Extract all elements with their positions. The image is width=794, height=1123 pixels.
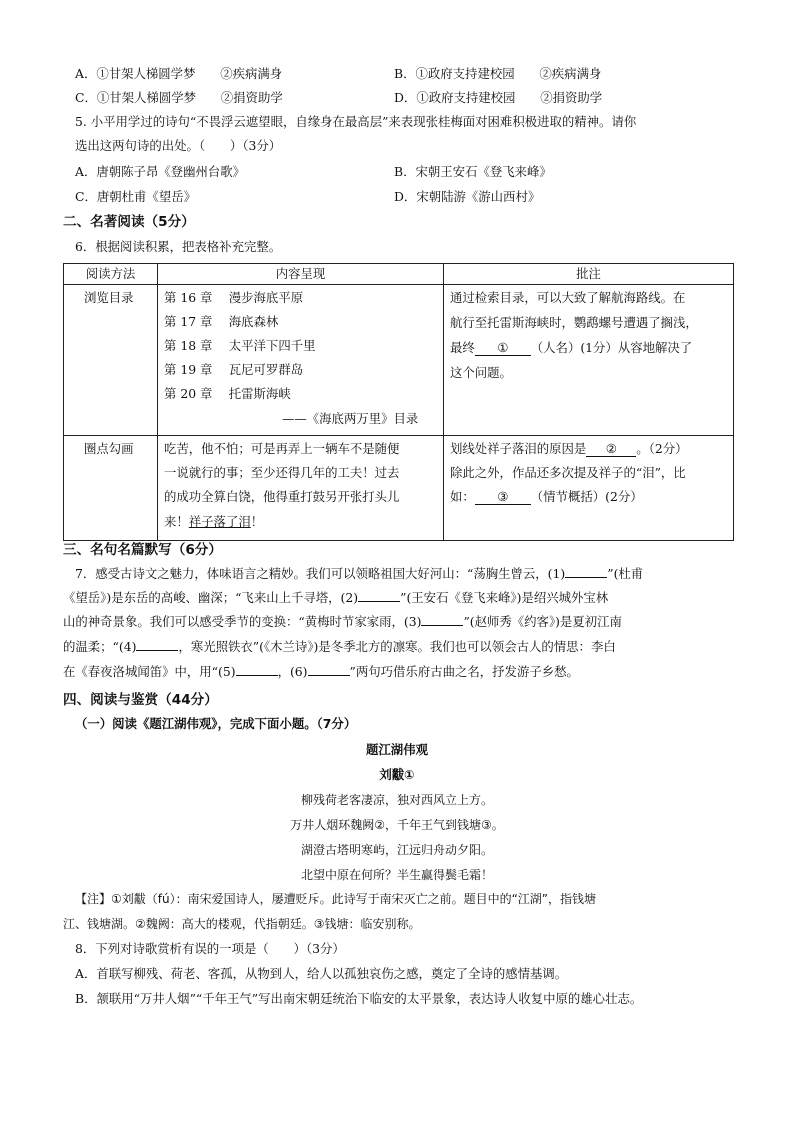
q5-option-a: A．唐朝陈子昂《登幽州台歌》 (75, 164, 246, 179)
row1-note-line4: 这个问题。 (450, 365, 512, 380)
q7-line3: 山的神奇景象。我们可以感受季节的变换：“黄梅时节家家雨，(3) ”(赵师秀《约客》)是夏初江南 (63, 614, 622, 629)
q4-option-b: B．①政府支持建校园 ②疾病满身 (394, 66, 602, 81)
chapter-line: 第 19 章 瓦尼可罗群岛 (164, 362, 304, 377)
chapter-line: 第 16 章 漫步海底平原 (164, 290, 304, 305)
poem-line: 北望中原在何所？半生赢得鬓毛霜！ (300, 868, 493, 882)
q7-line2: 《望岳》)是东岳的高峻、幽深；“飞来山上千寻塔，(2) ”(王安石《登飞来峰》)是绍兴城外宝林 (63, 590, 609, 605)
row2-content-line3: 的成功全算白饶，他得重打鼓另开张打头儿 (164, 489, 400, 504)
q4-option-c: C．①甘架人梯圆学梦 ②捐资助学 (75, 90, 283, 105)
poem-note-line1: 【注】①刘黻（fú）：南宋爱国诗人，屡遭贬斥。此诗写于南宋灭亡之前。题目中的“江湖”，指钱塘 (75, 892, 597, 906)
answer-blank-q7-6[interactable] (308, 675, 350, 676)
row1-note-line1: 通过检索目录，可以大致了解航海路线。在 (450, 290, 686, 305)
toc-source: ——《海底两万里》目录 (282, 411, 419, 426)
section2-title: 二、名著阅读（5分） (63, 214, 195, 230)
row1-note-line2: 航行至托雷斯海峡时，鹦鹉螺号遭遇了搁浅， (450, 315, 698, 330)
answer-blank-q7-4[interactable] (136, 650, 178, 651)
row2-note-line2: 除此之外，作品还多次提及祥子的“泪”，比 (450, 465, 686, 480)
q8-option-a: A．首联写柳残、荷老、客孤，从物到人，给人以孤独哀伤之感，奠定了全诗的感情基调。 (75, 966, 568, 981)
chapter-line: 第 17 章 海底森林 (164, 314, 279, 329)
answer-blank-q7-1[interactable] (565, 577, 607, 578)
header-content: 内容呈现 (158, 264, 444, 285)
subsection1-title: （一）阅读《题江湖伟观》，完成下面小题。（7分） (75, 716, 357, 731)
answer-blank-q7-3[interactable] (421, 625, 463, 626)
header-note: 批注 (444, 264, 734, 285)
q8-stem: 8．下列对诗歌赏析有误的一项是（ ）（3分） (75, 941, 345, 956)
q5-option-c: C．唐朝杜甫《望岳》 (75, 189, 196, 204)
q6-stem: 6．根据阅读积累，把表格补充完整。 (75, 239, 282, 254)
chapter-line: 第 18 章 太平洋下四千里 (164, 338, 316, 353)
answer-blank-q7-2[interactable] (358, 601, 400, 602)
underlined-phrase: 祥子落了泪 (188, 514, 251, 529)
q4-option-a: A．①甘架人梯圆学梦 ②疾病满身 (75, 66, 283, 81)
poem-line: 万井人烟环魏阙②，千年王气到钱塘③。 (290, 818, 504, 832)
q7-line5: 在《春夜洛城闻笛》中，用“(5) ，(6) ”两句巧借乐府古曲之名，抒发游子乡愁。 (63, 664, 579, 679)
header-method: 阅读方法 (64, 264, 158, 285)
poem-title: 题江湖伟观 (366, 742, 428, 757)
poem-line: 柳残荷老客凄凉，独对西风立上方。 (300, 793, 493, 807)
q5-option-d: D．宋朝陆游《游山西村》 (394, 189, 541, 204)
row2-content-line2: 一说就行的事；至少还得几年的工夫！过去 (164, 465, 400, 480)
poem-line: 湖澄古塔明寒屿，江远归舟动夕阳。 (300, 843, 493, 857)
answer-blank-3[interactable]: ③ (475, 490, 531, 505)
chapter-line: 第 20 章 托雷斯海峡 (164, 386, 291, 401)
row2-content-line4: 来！祥子落了泪！ (164, 514, 264, 529)
row2-content-line1: 吃苦，他不怕；可是再弄上一辆车不是随便 (164, 441, 400, 456)
poem-note-line2: 江、钱塘湖。②魏阙：高大的楼观，代指朝廷。③钱塘：临安别称。 (63, 917, 421, 931)
answer-blank-1[interactable]: ① (475, 341, 531, 356)
q5-option-b: B．宋朝王安石《登飞来峰》 (394, 164, 552, 179)
q7-line1: 7．感受古诗文之魅力，体味语言之精妙。我们可以领略祖国大好河山：“荡胸生曾云，(1) ”(杜甫 (75, 566, 644, 581)
section4-title: 四、阅读与鉴赏（44分） (63, 692, 218, 708)
reading-table (63, 263, 734, 541)
table-row (64, 285, 734, 436)
table-row (64, 436, 734, 541)
row1-note-line3: 最终 ① （人名）(1分）从容地解决了 (450, 340, 693, 355)
q8-option-b: B．颔联用“万井人烟”“千年王气”写出南宋朝廷统治下临安的太平景象，表达诗人收复中原的雄心壮志。 (75, 991, 643, 1006)
section3-title: 三、名句名篇默写（6分） (63, 542, 222, 558)
q5-stem-line1: 5. 小平用学过的诗句“不畏浮云遮望眼，自缘身在最高层”来表现张桂梅面对困难积极进取的精神。请你 (75, 114, 637, 129)
table-header-row (64, 264, 734, 285)
q5-stem-line2: 选出这两句诗的出处。（ ）（3分） (75, 138, 282, 153)
poem-author: 刘黻① (379, 767, 415, 782)
answer-blank-2[interactable]: ② (586, 442, 636, 457)
row2-method: 圈点勾画 (84, 441, 134, 456)
row2-note-line3: 如： ③ （情节概括）(2分） (450, 489, 643, 504)
q7-line4: 的温柔；“(4) ，寒光照铁衣”(《木兰诗》)是冬季北方的凛寒。我们也可以领会古人的情思：李白 (63, 639, 616, 654)
q4-option-d: D．①政府支持建校园 ②捐资助学 (394, 90, 603, 105)
row1-method: 浏览目录 (84, 290, 134, 305)
answer-blank-q7-5[interactable] (236, 675, 278, 676)
row2-note-line1: 划线处祥子落泪的原因是 ② 。（2分） (450, 441, 688, 456)
